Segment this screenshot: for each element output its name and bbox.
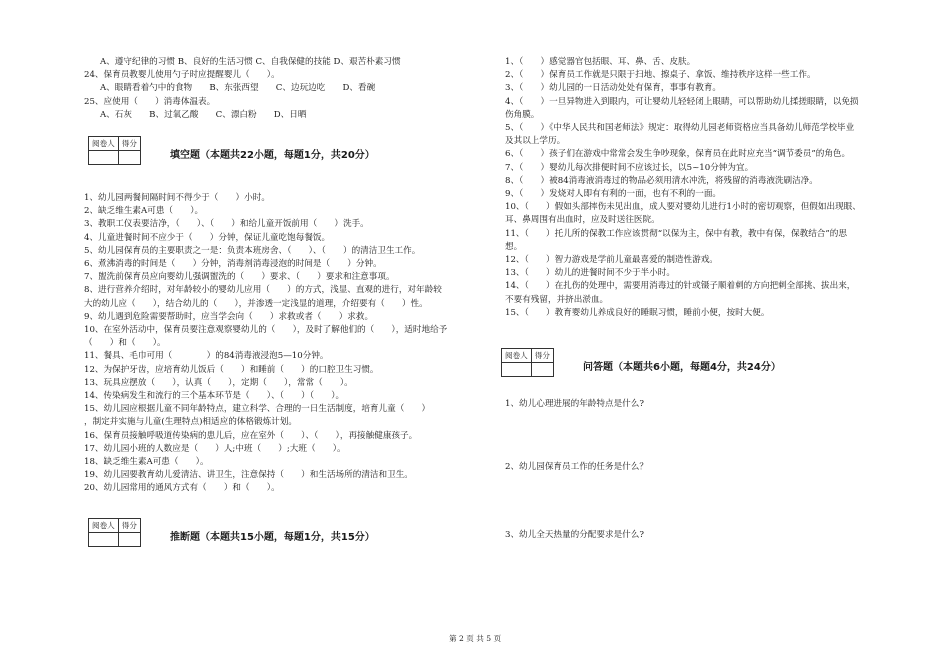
question-line: 2、（ ）保育员工作就是只限于扫地、擦桌子、拿饭、维持秩序这样一些工作。 (505, 70, 816, 81)
question-line: 1、（ ）感觉器官包括眼、耳、鼻、舌、皮肤。 (505, 57, 696, 67)
score-box-score-cell (118, 532, 140, 546)
question-line: A、眼睛看着勺中的食物 B、东张西望 C、边玩边吃 D、看碗 (100, 83, 376, 94)
qa-question: 2、幼儿园保育员工作的任务是什么？ (505, 462, 648, 473)
question-line: 4、（ ）一旦异物进入到眼内，可让婴幼儿轻轻闭上眼睛，可以帮助幼儿揉搓眼睛，以免损 (505, 96, 859, 107)
question-line: 17、幼儿园小班的人数应是（ ）人;中班（ ）;大班（ ）。 (84, 443, 346, 454)
score-box-score-cell (118, 151, 140, 165)
question-line: 不要有残留，并挤出淤血。 (505, 294, 609, 305)
question-line: 13、玩具应摆放（ ），认真（ ），定期（ ），常常（ ）。 (84, 377, 353, 388)
right-column (505, 56, 905, 543)
left-column (84, 56, 477, 552)
section-title: 填空题（本题共22小题，每题1分，共20分） (170, 150, 375, 162)
judge-question-list (505, 56, 905, 320)
score-box-grader-cell (502, 363, 532, 377)
question-line: 6、煮沸消毒的时间是（ ）分钟，消毒剂消毒浸泡的时间是（ ）分钟。 (84, 259, 382, 270)
question-line: 伤角膜。 (505, 109, 540, 120)
question-line: 想。 (505, 241, 523, 252)
question-line: 20、幼儿园常用的通风方式有（ ）和（ ）。 (84, 483, 280, 494)
question-line: ，制定并实施与儿童(生理特点)相适应的体格锻炼计划。 (84, 417, 297, 428)
score-box-grader-cell (89, 151, 119, 165)
score-box-score-cell (531, 363, 553, 377)
score-box-score-label: 得分 (118, 518, 140, 532)
question-line: 11、餐具、毛巾可用（ ）的84消毒液浸泡5—10分钟。 (84, 351, 329, 362)
question-line: 6、（ ）孩子们在游戏中常常会发生争吵现象，保育员在此时应充当“调节委员”的角色。 (505, 149, 851, 160)
question-line: 大的幼儿应（ ），结合幼儿的（ ），并渗透一定浅显的道理，介绍要有（ ）性。 (84, 298, 428, 309)
fill-section-header (84, 136, 477, 170)
question-line: 9、（ ）发烧对人即有有利的一面，也有不利的一面。 (505, 189, 722, 200)
question-line: 4、儿童进餐时间不应少于（ ）分钟，保证儿童吃饱每餐饭。 (84, 232, 331, 243)
question-line: 7、（ ）婴幼儿每次排便时间不应该过长，以5~10分钟为宜。 (505, 162, 754, 173)
question-line: 3、（ ）幼儿园的一日活动处处有保育，事事有教育。 (505, 83, 722, 94)
question-line: 13、（ ）幼儿的进餐时间不少于半小时。 (505, 268, 675, 279)
judge-section-header (84, 518, 477, 552)
question-line: 耳、鼻周围有出血时，应及时送往医院。 (505, 215, 660, 226)
score-box-grader-label: 阅卷人 (502, 349, 532, 363)
question-line: 12、（ ）智力游戏是学前儿童最喜爱的制造性游戏。 (505, 255, 718, 266)
question-line: 2、缺乏维生素A可患（ ）。 (84, 206, 204, 217)
question-line: 14、（ ）在扎伤的处理中，需要用消毒过的针或镊子顺着刺的方向把刺全部挑、拔出来， (505, 281, 856, 292)
question-line: A、遵守纪律的习惯 B、良好的生活习惯 C、自我保健的技能 D、艰苦朴素习惯 (100, 57, 401, 67)
question-line: 7、盥洗前保育员应向婴幼儿强调盥洗的（ ）要求、（ ）要求和注意事项。 (84, 272, 395, 283)
qa-question: 3、幼儿全天热量的分配要求是什么? (505, 530, 644, 541)
qa-question: 1、幼儿心理进展的年龄特点是什么? (505, 399, 644, 410)
question-line: 12、为保护牙齿，应培育幼儿饭后（ ）和睡前（ ）的口腔卫生习惯。 (84, 364, 379, 375)
score-box (88, 518, 141, 547)
score-box (501, 348, 554, 377)
question-line: 8、进行营养介绍时，对年龄较小的婴幼儿应用（ ）的方式，浅显、直观的进行，对年龄较 (84, 285, 442, 296)
question-line: 15、幼儿园应根据儿童不同年龄特点，建立科学、合理的一日生活制度，培育儿童（ ） (84, 404, 431, 415)
question-line: 16、保育员接触呼吸道传染病的患儿后，应在室外（ ）、（ ），再接触健康孩子。 (84, 430, 418, 441)
question-line: 11、（ ）托儿所的保教工作应该贯彻“以保为主，保中有教，教中有保，保教结合”的思 (505, 228, 847, 239)
question-line: 10、在室外活动中，保育员要注意观察婴幼儿的（ ），及时了解他们的（ ），适时地给予 (84, 325, 448, 336)
page-footer: 第 2 页 共 5 页 (448, 634, 502, 643)
score-box-grader-label: 阅卷人 (89, 518, 119, 532)
question-line: 5、（ ）《中华人民共和国老师法》规定：取得幼儿园老师资格应当具备幼儿师范学校毕业 (505, 123, 855, 134)
question-line: 8、（ ）被84消毒液消毒过的物品必须用清水冲洗，将残留的消毒液洗刷洁净。 (505, 175, 818, 186)
question-line: A、石灰 B、过氧乙酸 C、漂白粉 D、日晒 (100, 109, 307, 120)
score-box (88, 136, 141, 165)
question-line: 25、应使用（ ）消毒体温表。 (84, 96, 216, 107)
score-box-score-label: 得分 (531, 349, 553, 363)
question-line: 10、（ ）假如头部摔伤未见出血，成人要对婴幼儿进行1小时的密切观察，但假如出现眼、 (505, 202, 861, 213)
score-box-grader-cell (89, 532, 119, 546)
question-line: 9、幼儿遇到危险需要帮助时，应当学会向（ ）求救或者（ ）求救。 (84, 311, 374, 322)
question-line: （ ）和（ ）。 (84, 338, 166, 349)
question-line: 3、教职工仪表要洁净，（ ）、（ ）和给儿童开饭前用（ ）洗手。 (84, 219, 369, 230)
score-box-score-label: 得分 (118, 137, 140, 151)
question-line: 18、缺乏维生素A可患（ ）。 (84, 457, 209, 468)
question-line: 24、保育员教婴儿使用勺子时应提醒婴儿（ ）。 (84, 70, 280, 81)
qa-section-header (505, 348, 905, 382)
fill-question-list (84, 192, 477, 496)
question-line: 及其以上学历。 (505, 136, 566, 147)
section-title: 问答题（本题共6小题，每题4分，共24分） (583, 362, 781, 374)
score-box-grader-label: 阅卷人 (89, 137, 119, 151)
question-line: 5、幼儿园保育员的主要职责之一是：负责本班房舍、（ ）、（ ）的清洁卫生工作。 (84, 245, 421, 256)
section-title: 推断题（本题共15小题，每题1分，共15分） (170, 531, 375, 543)
qa-question-list (505, 398, 905, 543)
question-line: 15、（ ）教育婴幼儿养成良好的睡眠习惯，睡前小便，按时大便。 (505, 307, 770, 318)
question-line: 19、幼儿园要教育幼儿爱清洁、讲卫生，注意保持（ ）和生活场所的清洁和卫生。 (84, 470, 413, 481)
question-line: 14、传染病发生和流行的三个基本环节是（ ）、（ ）（ ）。 (84, 391, 345, 402)
question-line: 1、幼儿园两餐间隔时间不得少于（ ）小时。 (84, 193, 270, 204)
